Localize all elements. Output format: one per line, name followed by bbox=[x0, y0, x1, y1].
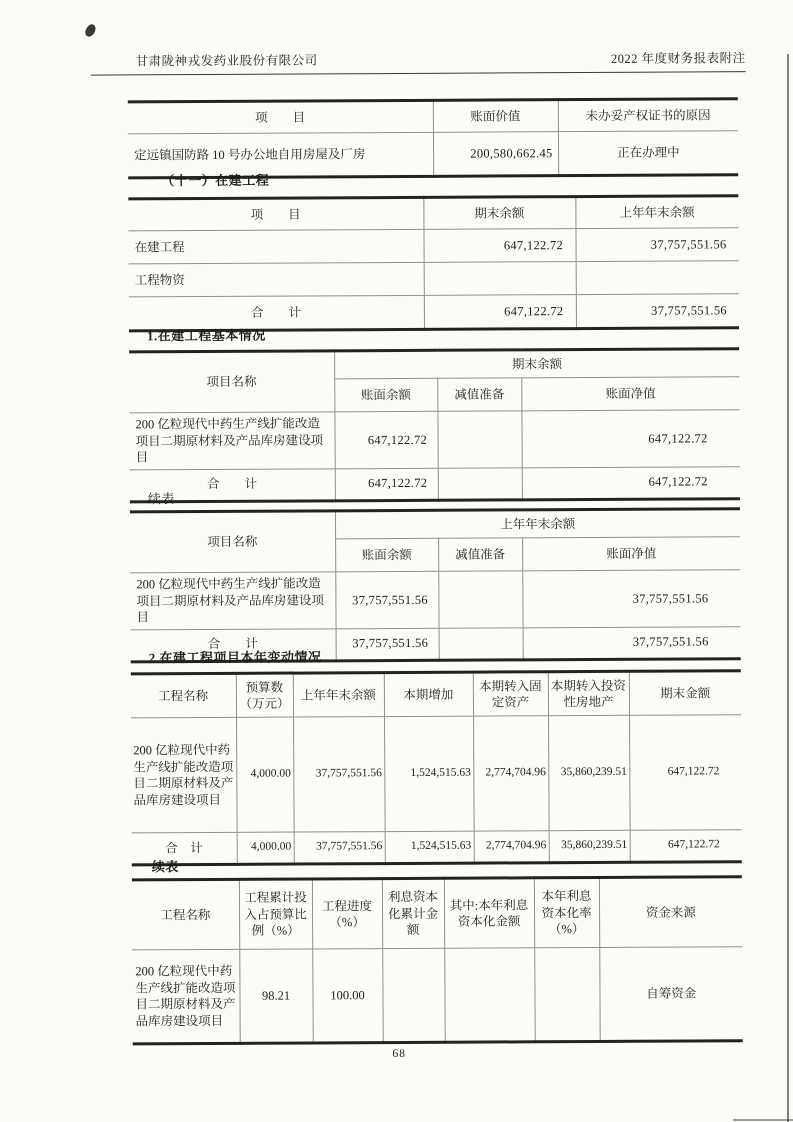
cell-value: 647,122.72 bbox=[521, 410, 739, 468]
col-header: 项 目 bbox=[128, 100, 433, 134]
cell-value: 35,860,239.51 bbox=[548, 715, 630, 830]
cell-value bbox=[576, 261, 739, 295]
cell-value: 200,580,662.45 bbox=[433, 132, 558, 177]
cell-value: 35,860,239.51 bbox=[549, 830, 630, 862]
col-header: 资金来源 bbox=[599, 877, 742, 948]
cell-value: 647,122.72 bbox=[424, 295, 576, 330]
col-header: 本期转入固定资产 bbox=[473, 672, 548, 716]
cell-value: 37,757,551.56 bbox=[575, 228, 738, 262]
total-label: 合 计 bbox=[129, 295, 424, 331]
col-header: 期末金额 bbox=[629, 671, 741, 716]
company-name: 甘肃陇神戎发药业股份有限公司 bbox=[135, 53, 318, 69]
col-header: 工程名称 bbox=[132, 879, 239, 950]
cip-detail-current-table bbox=[129, 347, 740, 503]
page-number: 68 bbox=[392, 1047, 407, 1061]
cell-value: 4,000.00 bbox=[237, 832, 294, 864]
col-header: 未办妥产权证书的原因 bbox=[558, 99, 738, 132]
table-row bbox=[132, 947, 742, 1044]
col-header: 账面余额 bbox=[334, 378, 437, 412]
pending-cert-table bbox=[128, 97, 738, 179]
cell-value: 647,122.72 bbox=[423, 229, 575, 263]
table-header-row bbox=[128, 196, 738, 231]
cell-value: 37,757,551.56 bbox=[522, 570, 740, 628]
col-header: 项目名称 bbox=[129, 351, 334, 413]
document-header bbox=[91, 48, 746, 75]
table-header-row bbox=[132, 877, 742, 950]
cell-value: 正在办理中 bbox=[558, 131, 738, 176]
section-heading-cip: （十一）在建工程 bbox=[161, 172, 270, 189]
cell-value: 自筹资金 bbox=[599, 947, 742, 1042]
col-header: 工程名称 bbox=[131, 673, 236, 718]
group-header: 上年年末余额 bbox=[335, 509, 740, 539]
table-row bbox=[129, 410, 739, 470]
row-label: 工程物资 bbox=[129, 262, 424, 297]
cip-movement-table bbox=[131, 669, 742, 866]
cell-value: 4,000.00 bbox=[236, 717, 294, 832]
cip-detail-prior-table bbox=[130, 507, 741, 663]
cip-summary-table bbox=[128, 194, 739, 332]
section-heading-basic: 1.在建工程基本情况 bbox=[146, 327, 266, 344]
table-header-row bbox=[129, 349, 739, 380]
cell-value: 37,757,551.56 bbox=[293, 717, 385, 832]
table-total-row bbox=[132, 830, 742, 865]
col-header: 利息资本化累计金额 bbox=[382, 878, 444, 948]
row-label: 200 亿粒现代中药生产线扩能改造项目二期原材料及产品库房建设项目 bbox=[131, 717, 237, 833]
cell-value bbox=[438, 571, 522, 628]
col-header: 减值准备 bbox=[437, 378, 521, 411]
col-header: 项目名称 bbox=[130, 511, 335, 573]
cell-value: 37,757,551.56 bbox=[523, 626, 741, 659]
total-label: 合 计 bbox=[132, 832, 237, 865]
cell-value: 647,122.72 bbox=[630, 830, 742, 863]
cell-value bbox=[437, 411, 521, 468]
cell-value bbox=[444, 948, 534, 1042]
cell-value bbox=[424, 262, 576, 296]
cell-value: 647,122.72 bbox=[522, 466, 740, 499]
col-header: 工程累计投入占预算比例（%） bbox=[239, 879, 312, 949]
scan-edge-bottom bbox=[733, 1119, 793, 1121]
cell-value: 1,524,515.63 bbox=[385, 831, 474, 863]
col-header: 工程进度（%） bbox=[312, 879, 382, 949]
row-label: 200 亿粒现代中药生产线扩能改造项目二期原材料及产品库房建设项目 bbox=[130, 572, 335, 630]
cell-value bbox=[439, 627, 523, 659]
col-header: 项 目 bbox=[128, 197, 423, 231]
cell-value: 647,122.72 bbox=[629, 715, 742, 831]
col-header: 其中:本年利息资本化金额 bbox=[444, 878, 534, 948]
table-row bbox=[131, 715, 742, 833]
table-header-row bbox=[131, 671, 741, 718]
cell-value bbox=[438, 467, 522, 499]
cell-value: 1,524,515.63 bbox=[384, 716, 474, 831]
row-label: 200 亿粒现代中药生产线扩能改造项目二期原材料及产品库房建设项目 bbox=[129, 412, 334, 470]
document-title: 2022 年度财务报表附注 bbox=[610, 51, 746, 66]
cell-value: 37,757,551.56 bbox=[335, 571, 438, 628]
row-label: 200 亿粒现代中药生产线扩能改造项目二期原材料及产品库房建设项目 bbox=[132, 949, 239, 1044]
continued-table-label: 续表 bbox=[147, 491, 175, 507]
col-header: 上年年末余额 bbox=[293, 673, 384, 717]
scan-edge-right bbox=[787, 54, 789, 1122]
cell-value: 98.21 bbox=[239, 949, 312, 1043]
continued-table-label: 续表 bbox=[151, 859, 179, 875]
col-header: 期末余额 bbox=[423, 197, 575, 230]
table-row bbox=[128, 228, 738, 264]
col-header: 上年年末余额 bbox=[575, 196, 738, 229]
table-total-row bbox=[130, 466, 740, 501]
cip-progress-table bbox=[132, 875, 743, 1045]
cell-value bbox=[382, 948, 444, 1042]
total-label: 合 计 bbox=[131, 628, 336, 661]
col-header: 预算数（万元） bbox=[236, 673, 293, 717]
section-heading-movement: 2.在建工程项目本年变动情况 bbox=[148, 649, 322, 666]
col-header: 账面净值 bbox=[522, 537, 740, 571]
row-label: 在建工程 bbox=[128, 229, 423, 264]
table-header-row bbox=[130, 509, 740, 540]
cell-value: 647,122.72 bbox=[335, 468, 438, 501]
col-header: 本期转入投资性房地产 bbox=[548, 671, 629, 715]
col-header: 减值准备 bbox=[438, 538, 522, 571]
cell-value: 647,122.72 bbox=[334, 411, 437, 468]
cell-value: 2,774,704.96 bbox=[473, 716, 549, 831]
cell-value: 100.00 bbox=[312, 949, 382, 1043]
table-row bbox=[130, 570, 740, 630]
col-header: 本期增加 bbox=[384, 672, 473, 716]
col-header: 账面价值 bbox=[433, 100, 558, 133]
cell-value: 2,774,704.96 bbox=[474, 831, 549, 863]
col-header: 本年利息资本化率（%） bbox=[534, 877, 599, 947]
row-label: 定远镇国防路 10 号办公地自用房屋及厂房 bbox=[128, 132, 433, 178]
table-header-row bbox=[128, 99, 738, 134]
cell-value: 37,757,551.56 bbox=[336, 628, 439, 661]
col-header: 账面余额 bbox=[335, 538, 438, 572]
total-label: 合 计 bbox=[130, 468, 335, 501]
cell-value: 37,757,551.56 bbox=[576, 294, 739, 329]
col-header: 账面净值 bbox=[521, 377, 739, 411]
table-row bbox=[129, 261, 739, 297]
group-header: 期末余额 bbox=[334, 349, 739, 379]
cell-value bbox=[534, 947, 599, 1041]
cell-value: 37,757,551.56 bbox=[294, 832, 385, 864]
